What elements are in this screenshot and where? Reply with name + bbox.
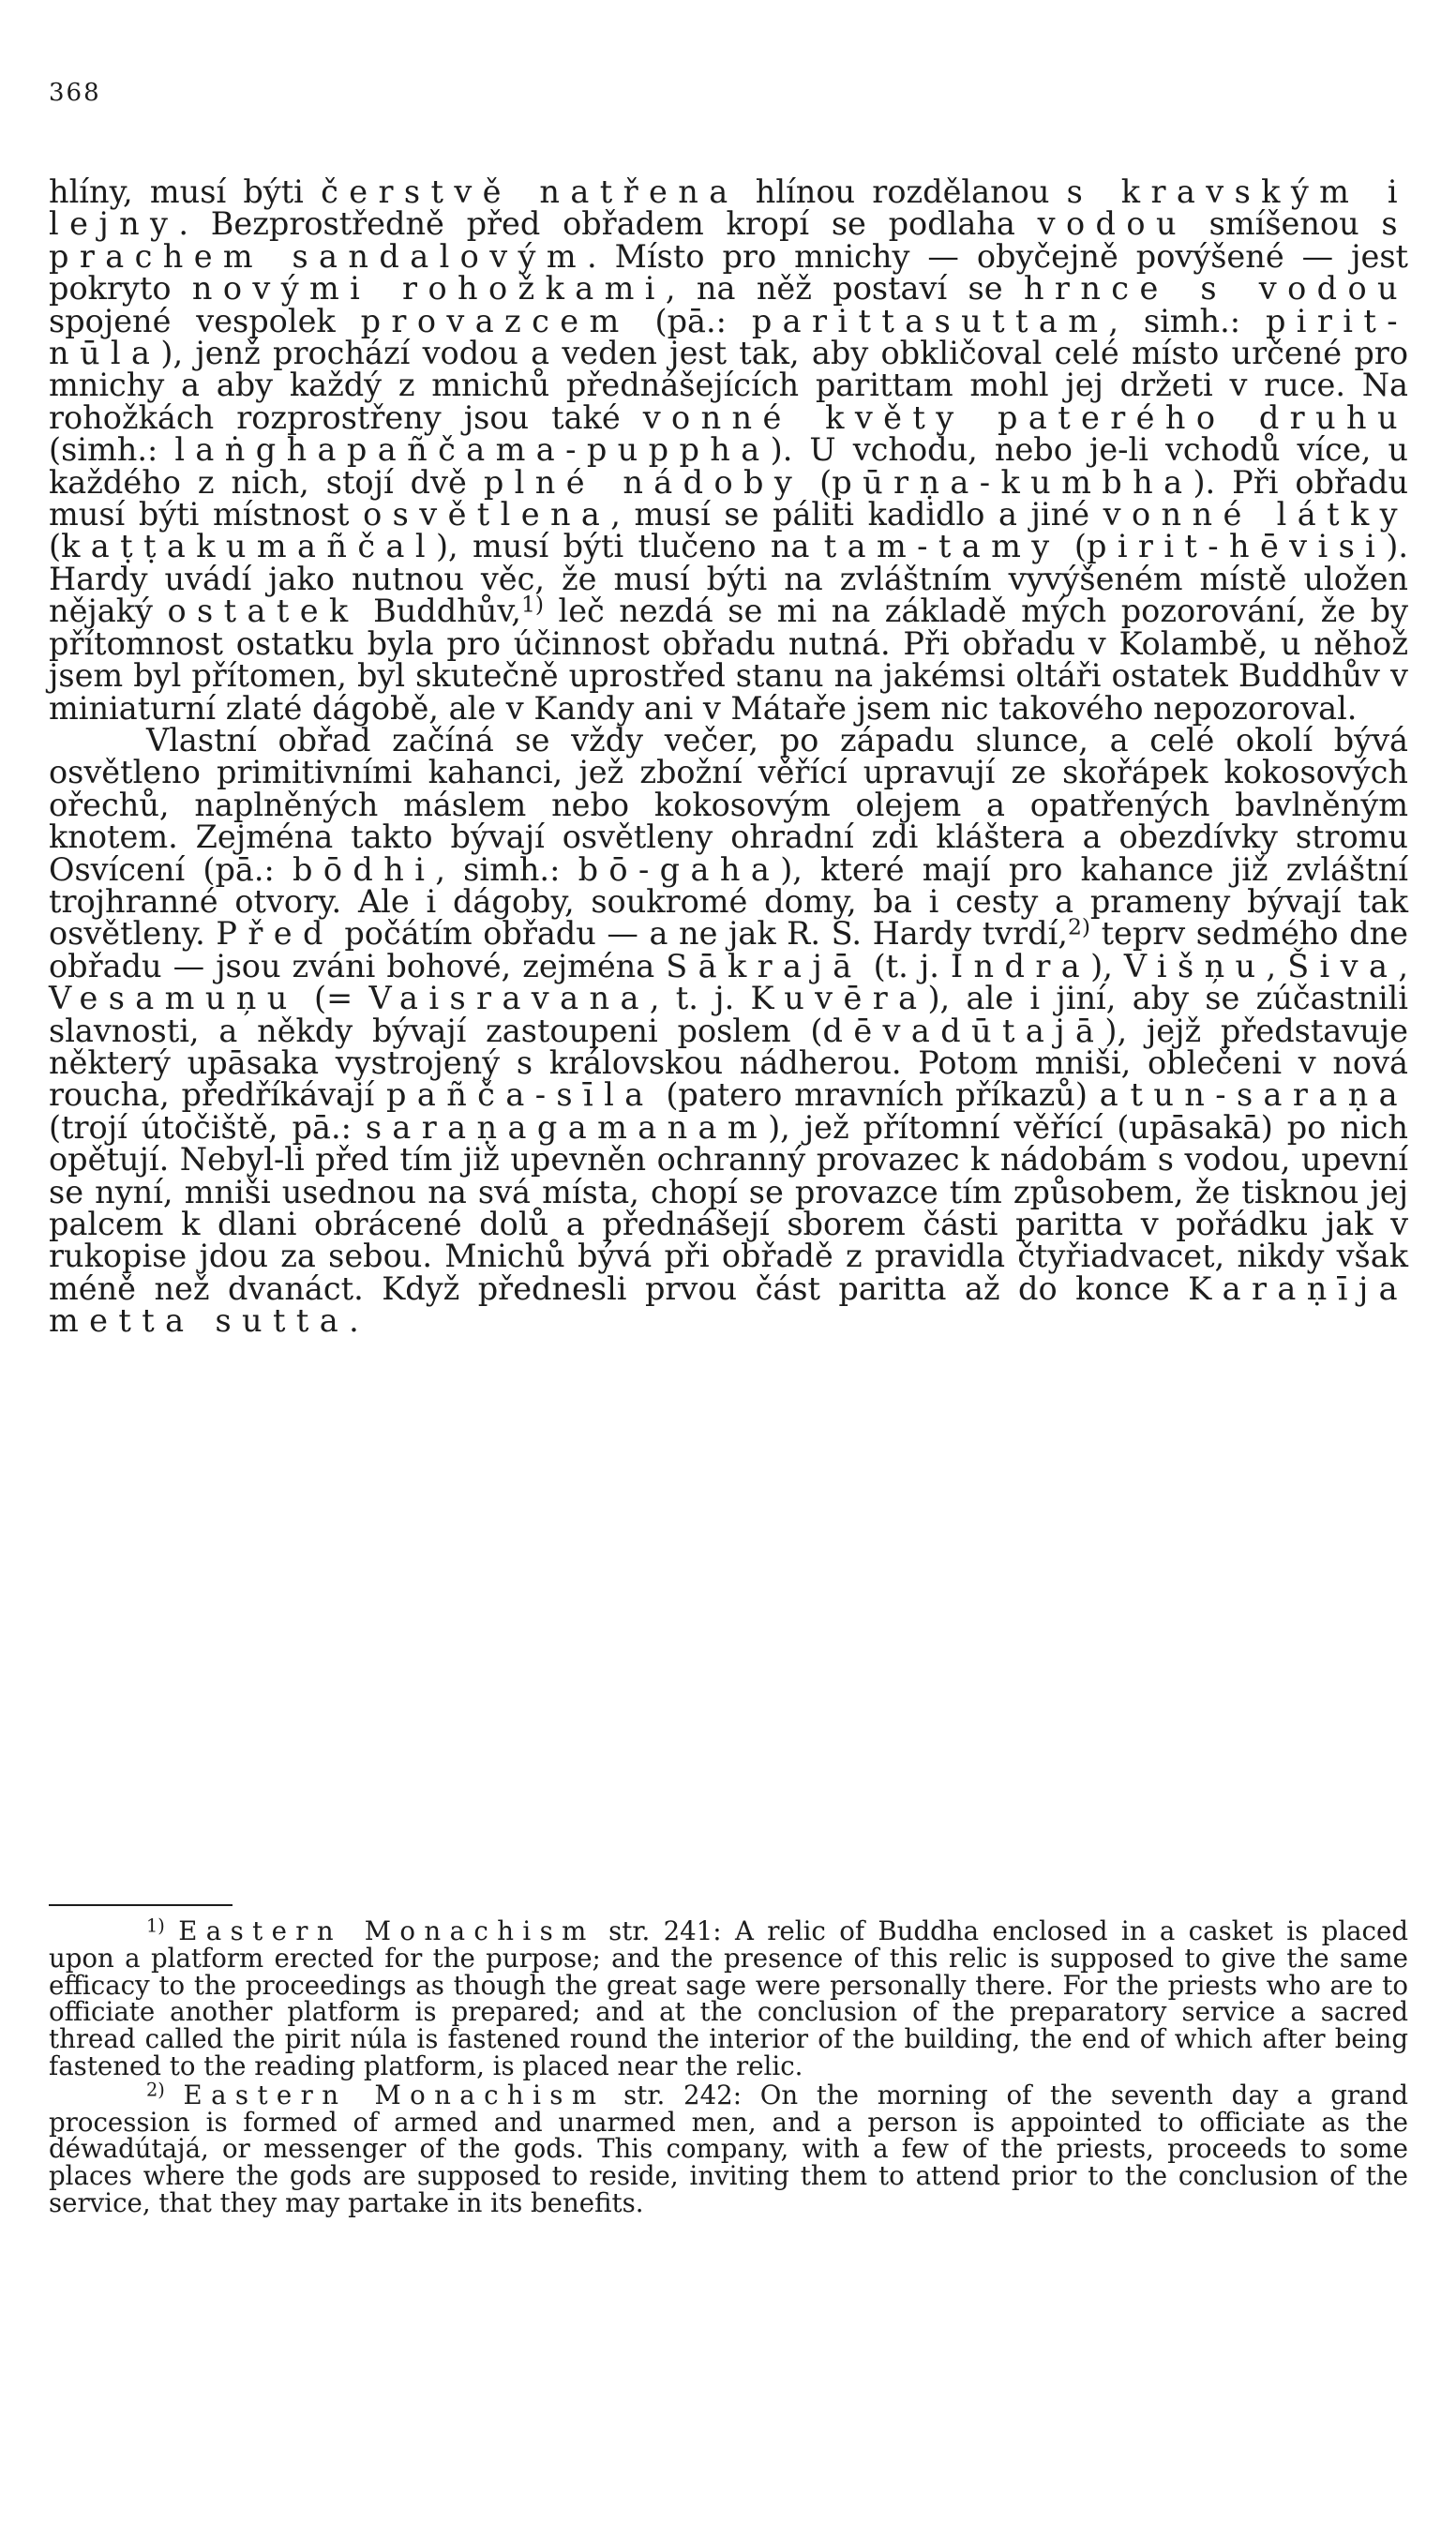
footnote-source-title: Eastern Monachism: [178, 1915, 595, 1946]
text-run: spojené vespolek: [49, 302, 361, 339]
spaced-term: osvětlena: [363, 496, 611, 533]
spaced-term: plné nádoby: [483, 463, 803, 501]
text-run: počátím obřadu — a ne jak R. S. Hardy tvrdí,: [333, 915, 1068, 953]
footnote-ref-1[interactable]: 1): [520, 591, 545, 618]
text-run: ),: [1090, 947, 1124, 984]
text-run: ), jejž představuje některý upāsaka vystrojený s královskou nádherou. Potom mniši, oblečeni v nová roucha, předříkávají: [49, 1012, 1408, 1114]
text-run: (trojí útočiště, pā.:: [49, 1108, 366, 1146]
spaced-term: laṅghapañčama-puppha: [174, 431, 771, 469]
text-run: ), jenž prochází vodou a veden jest tak, aby obkličoval celé místo určené pro mnichy a aby každý z mnichů přednášejících parittam mohl jej držeti v ruce. Na rohožkách rozprostřeny jsou také: [49, 335, 1408, 436]
spaced-term: pañča-sīla: [386, 1076, 654, 1114]
spaced-term: vodou: [1037, 205, 1187, 243]
text-run: , simh.:: [1108, 302, 1266, 339]
text-run: ), které mají pro kahance již zvláštní trojhranné otvory. Ale i dágoby, soukromé domy, ba i cesty a prameny bývají tak osvětleny.: [49, 850, 1408, 953]
spaced-term: tam-tamy: [823, 528, 1060, 565]
spaced-term: bōdhi: [293, 850, 436, 888]
paragraph-1: [49, 173, 1409, 727]
spaced-term: Kuvēra: [750, 980, 928, 1017]
text-run: leč nezdá se mi na základě mých pozorování, že by přítomnost ostatku byla pro účinnost obřadu nutná. Při obřadu v Kolambě, u něhož jsem byl přítomen, byl skutečně uprostřed stanu na jakémsi oltáři ostatek Buddhův v miniaturní zlaté dágobě, ale v Kandy ani v Mátaře jsem nic takového nepozoroval.: [49, 593, 1408, 727]
book-page: [49, 0, 1408, 2523]
spaced-term: Indra: [950, 947, 1091, 984]
spaced-term: vonné květy paterého druhu: [642, 398, 1408, 436]
text-run: . Bezprostředně před obřadem kropí se podlaha: [178, 205, 1038, 243]
spaced-term: hrnce s vodou: [1023, 270, 1409, 308]
text-run: hlíny, musí býti: [49, 173, 322, 210]
spaced-term: parittasuttam: [751, 302, 1109, 339]
spaced-term: novými rohožkami: [191, 270, 666, 308]
text-run: ). Hardy uvádí jako nutnou věc, že musí býti na zvláštním vyvýšeném místě uložen nějaký: [49, 528, 1408, 630]
text-run: , musí se páliti kadidlo a jiné: [610, 496, 1103, 533]
spaced-term: Vesamuņu: [49, 980, 298, 1017]
text-run: (: [1059, 528, 1087, 565]
spaced-term: Karaṇīja metta sutta: [49, 1269, 1408, 1340]
spaced-term: s kravským i lejny: [49, 173, 1409, 243]
text-run: teprv sedmého dne obřadu — jsou zváni bohové, zejména: [49, 915, 1409, 984]
text-run: smíšenou: [1186, 205, 1382, 243]
page-number: 368: [49, 79, 101, 107]
text-run: Buddhův,: [358, 593, 521, 630]
text-run: , na něž postaví se: [665, 270, 1024, 308]
text-run: Vlastní obřad začíná se vždy večer, po západu slunce, a celé okolí bývá osvětleno primitivními kahanci, jež zbožní věřící upravují ze skořápek kokosových ořechů, naplněných máslem nebo kokosovým olejem a opatřených bavlněným knotem. Zejména takto bývají osvětleny ohradní zdi kláštera a obezdívky stromu Osvícení (pā.:: [49, 721, 1408, 888]
text-run: hlínou rozdělanou: [738, 173, 1067, 210]
text-run: ), jež přítomní věřící (upāsakā) po nich opětují. Nebyl-li před tím již upevněn ochranný provazec k nádobám s vodou, upevní se nyní, mniši usednou na svá místa, chopí se provazce tím způsobem, že tisknou jej palcem k dlani obrácené dolů a přednášejí sborem části paritta v pořádku jak v rukopise jdou za sebou. Mnichů bývá při obřadě z pravidla čtyřiadvacet, nikdy však méně než dvanáct. Když přednesli prvou část paritta až do konce: [49, 1108, 1408, 1307]
spaced-term: Šiva: [1287, 947, 1399, 984]
text-run: (: [803, 463, 833, 501]
spaced-term: provazcem: [360, 302, 630, 339]
paragraph-2: [49, 721, 1409, 1340]
footnote-text: str. 241: A relic of Buddha enclosed in a casket is placed upon a platform erected for the purpose; and the presence of this relic is supposed to give the same efficacy to the proceedings as though the great sage were personally there. For the priests who are to officiate another platform is prepared; and at the conclusion of the preparatory service a sacred thread called the pirit núla is fastened round the interior of the building, the end of which after being fastened to the reading platform, is placed near the relic.: [49, 1915, 1408, 2081]
text-run: . Místo pro mnichy — obyčejně povýšené — jest pokryto: [49, 237, 1408, 308]
text-run: ), musí býti tlučeno na: [435, 528, 824, 565]
spaced-term: dēvadūtajā: [822, 1012, 1105, 1049]
spaced-term: Vaisravana: [368, 980, 650, 1017]
footnote-text: str. 242: On the morning of the seventh day a grand procession is formed of armed and unarmed men, and a person is appointed to officiate as the déwadútajá, or messenger of the gods. This company, with a few of the priests, proceeds to some places where the gods are supposed to reside, inviting them to attend prior to the conclusion of the service, that they may partake in its benefits.: [49, 2079, 1408, 2218]
spaced-term: kaṭṭakumañčal: [61, 528, 436, 565]
spaced-term: ostatek: [167, 593, 359, 630]
text-run: (=: [297, 980, 369, 1017]
footnote-source-title: Eastern Monachism: [183, 2079, 606, 2110]
text-run: (simh.:: [49, 431, 175, 469]
spaced-term: vonné látky: [1103, 496, 1408, 533]
text-run: , simh.:: [435, 850, 578, 888]
spaced-term: pirit-hēvisi: [1086, 528, 1387, 565]
spaced-term: Před: [216, 915, 334, 953]
text-run: ). Při obřadu musí býti místnost: [49, 463, 1409, 533]
text-run: (patero mravních příkazů) a: [653, 1076, 1131, 1114]
footnotes: [49, 1915, 1408, 2219]
footnote-ref-2[interactable]: 2): [1067, 913, 1090, 940]
footnote-2: [49, 2079, 1408, 2218]
spaced-term: saraṇagamanam: [365, 1108, 769, 1146]
footnote-1: [49, 1915, 1408, 2081]
text-run: .: [349, 1302, 359, 1340]
spaced-term: tun-saraṇa: [1130, 1076, 1408, 1114]
spaced-term: pūrṇa-kumbha: [832, 463, 1193, 501]
spaced-term: Sākrajā: [666, 947, 863, 984]
spaced-term: pirit-nūla: [49, 302, 1408, 372]
text-run: ,: [1266, 947, 1288, 984]
text-run: , t. j.: [649, 980, 751, 1017]
text-run: ), ale i jiní, aby se zúčastnili slavnosti, a někdy bývají zastoupeni poslem (: [49, 980, 1408, 1049]
spaced-term: s prachem sandalovým: [49, 205, 1409, 275]
text-run: ). U vchodu, nebo je-li vchodů více, u každého z nich, stojí dvě: [49, 431, 1409, 501]
text-run: (pā.:: [629, 302, 752, 339]
text-run: (: [49, 528, 62, 565]
text-run: ,: [1398, 947, 1408, 984]
text-run: (t. j.: [862, 947, 951, 984]
main-text: [49, 173, 1409, 1340]
spaced-term: bō-gaha: [578, 850, 781, 888]
footnote-mark: 2): [146, 2079, 165, 2101]
spaced-term: Višņu: [1123, 947, 1267, 984]
footnote-divider: [49, 1904, 233, 1906]
footnote-mark: 1): [146, 1915, 165, 1937]
spaced-term: čerstvě natřena: [321, 173, 739, 210]
